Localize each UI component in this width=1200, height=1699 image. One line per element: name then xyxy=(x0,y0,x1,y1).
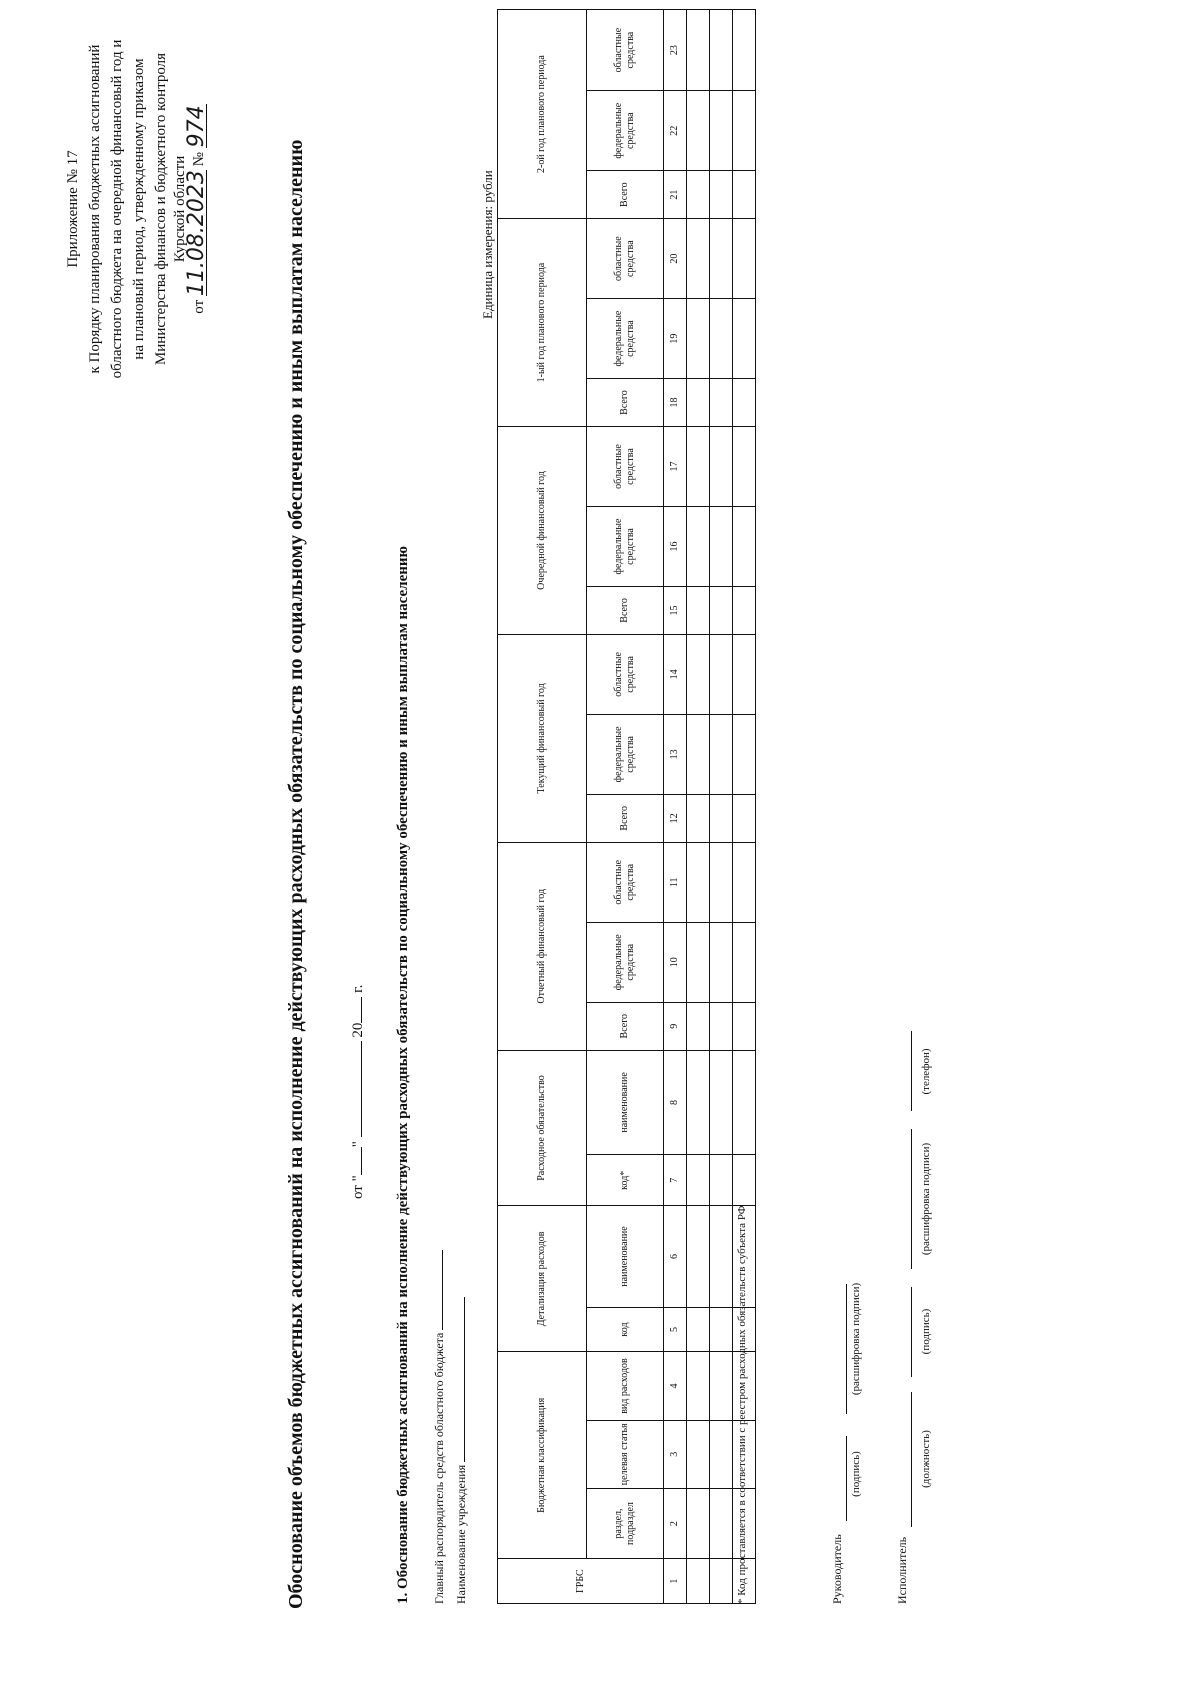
appendix-text-line: на плановый период, утвержденному приказом xyxy=(131,58,147,360)
subheader-federal: федеральные средства xyxy=(587,714,664,794)
phone-caption: (телефон) xyxy=(920,1048,932,1095)
column-number: 13 xyxy=(664,714,687,794)
empty-cell[interactable] xyxy=(733,794,756,842)
subheader-section: раздел, подраздел xyxy=(587,1488,664,1558)
empty-cell[interactable] xyxy=(687,1002,710,1050)
column-number: 9 xyxy=(664,1002,687,1050)
subheader-federal: федеральные средства xyxy=(587,922,664,1002)
appendix-text-line: Министерства финансов и бюджетного контроля xyxy=(153,52,169,366)
empty-cell[interactable] xyxy=(710,1352,733,1420)
head-signature-line[interactable] xyxy=(845,1436,847,1521)
appendix-number: Приложение № 17 xyxy=(65,150,81,268)
subheader-federal: федеральные средства xyxy=(587,299,664,379)
empty-cell[interactable] xyxy=(710,1559,733,1604)
column-number: 14 xyxy=(664,634,687,714)
table-row xyxy=(687,10,710,1604)
column-number: 15 xyxy=(664,586,687,634)
empty-cell[interactable] xyxy=(687,586,710,634)
empty-cell[interactable] xyxy=(710,299,733,379)
day-blank xyxy=(345,1147,362,1175)
empty-cell[interactable] xyxy=(687,1155,710,1206)
subheader-federal: федеральные средства xyxy=(587,507,664,587)
head-sign-caption: (подпись) xyxy=(850,1451,862,1497)
sign-caption: (подпись) xyxy=(920,1308,932,1355)
subheader-total: Всего xyxy=(587,1002,664,1050)
empty-cell[interactable] xyxy=(687,1206,710,1307)
empty-cell[interactable] xyxy=(733,634,756,714)
budget-allocation-table xyxy=(497,9,756,1604)
header-expense-obligation: Расходное обязательство xyxy=(498,1050,587,1206)
empty-cell[interactable] xyxy=(687,427,710,507)
empty-cell[interactable] xyxy=(710,586,733,634)
footnote: * Код проставляется в соответствии с реестром расходных обязательств субъекта РФ xyxy=(736,1205,748,1604)
header-expense-detail: Детализация расходов xyxy=(498,1206,587,1352)
column-number: 23 xyxy=(664,10,687,91)
empty-cell[interactable] xyxy=(733,171,756,219)
empty-cell[interactable] xyxy=(710,634,733,714)
column-number-row xyxy=(664,10,687,1604)
executor-position-line[interactable] xyxy=(910,1392,912,1527)
appendix-text-line: к Порядку планирования бюджетных ассигнований xyxy=(87,44,103,374)
empty-cell[interactable] xyxy=(733,427,756,507)
column-number: 16 xyxy=(664,507,687,587)
empty-cell[interactable] xyxy=(710,171,733,219)
column-number: 2 xyxy=(664,1488,687,1558)
appendix-text-line: Курской области xyxy=(172,155,188,263)
column-number: 21 xyxy=(664,171,687,219)
empty-cell[interactable] xyxy=(687,171,710,219)
executor-decode-line[interactable] xyxy=(910,1129,912,1269)
empty-cell[interactable] xyxy=(710,1155,733,1206)
subheader-total: Всего xyxy=(587,171,664,219)
institution-label: Наименование учреждения xyxy=(454,1464,468,1604)
column-number: 19 xyxy=(664,299,687,379)
empty-cell[interactable] xyxy=(687,714,710,794)
order-number-prefix: № xyxy=(191,152,207,167)
empty-cell[interactable] xyxy=(710,1420,733,1488)
column-number: 11 xyxy=(664,842,687,922)
empty-cell[interactable] xyxy=(733,219,756,299)
year-blank xyxy=(345,997,362,1023)
empty-cell[interactable] xyxy=(687,1420,710,1488)
column-number: 8 xyxy=(664,1050,687,1154)
subheader-detail-name: наименование xyxy=(587,1206,664,1307)
main-manager-label: Главный распорядитель средств областного бюджета xyxy=(432,1332,446,1604)
appendix-header xyxy=(62,29,210,389)
executor-phone-line[interactable] xyxy=(910,1031,912,1111)
document-date-line xyxy=(345,985,367,1199)
column-number: 10 xyxy=(664,922,687,1002)
empty-cell[interactable] xyxy=(710,1307,733,1352)
header-budget-classification: Бюджетная классификация xyxy=(498,1352,587,1559)
empty-cell[interactable] xyxy=(710,794,733,842)
subheader-regional: областные средства xyxy=(587,219,664,299)
column-number: 4 xyxy=(664,1352,687,1420)
empty-cell[interactable] xyxy=(687,1559,710,1604)
executor-label: Исполнитель xyxy=(895,1536,909,1604)
subheader-obligation-name: наименование xyxy=(587,1050,664,1154)
empty-cell[interactable] xyxy=(733,714,756,794)
empty-cell[interactable] xyxy=(733,922,756,1002)
empty-cell[interactable] xyxy=(687,1307,710,1352)
institution-field xyxy=(452,1297,469,1604)
year-prefix: 20 xyxy=(350,1022,366,1038)
empty-cell[interactable] xyxy=(687,379,710,427)
subheader-target: целевая статья xyxy=(587,1420,664,1488)
empty-cell[interactable] xyxy=(733,379,756,427)
empty-cell[interactable] xyxy=(733,10,756,91)
column-number: 1 xyxy=(664,1559,687,1604)
unit-of-measure: Единица измерения: рубли xyxy=(480,170,495,319)
subheader-total: Всего xyxy=(587,586,664,634)
empty-cell[interactable] xyxy=(710,714,733,794)
position-caption: (должность) xyxy=(920,1430,932,1488)
empty-cell[interactable] xyxy=(687,1050,710,1154)
empty-cell[interactable] xyxy=(687,91,710,171)
empty-cell[interactable] xyxy=(687,634,710,714)
main-manager-blank[interactable] xyxy=(430,1250,443,1330)
subheader-regional: областные средства xyxy=(587,10,664,91)
date-prefix: от " xyxy=(350,1175,366,1199)
month-blank xyxy=(345,1041,362,1137)
empty-cell[interactable] xyxy=(710,922,733,1002)
empty-cell[interactable] xyxy=(710,1002,733,1050)
empty-cell[interactable] xyxy=(733,586,756,634)
empty-cell[interactable] xyxy=(687,299,710,379)
column-number: 12 xyxy=(664,794,687,842)
table-row xyxy=(710,10,733,1604)
head-decode-caption: (расшифровка подписи) xyxy=(850,1282,862,1396)
empty-cell[interactable] xyxy=(687,507,710,587)
head-label: Руководитель xyxy=(830,1534,844,1604)
institution-blank[interactable] xyxy=(452,1297,465,1462)
empty-cell[interactable] xyxy=(733,1050,756,1154)
empty-cell[interactable] xyxy=(733,842,756,922)
appendix-order-line xyxy=(184,29,210,389)
column-number: 18 xyxy=(664,379,687,427)
header-next-year: Очередной финансовый год xyxy=(498,427,587,635)
empty-cell[interactable] xyxy=(710,10,733,91)
document-title: Обоснование объемов бюджетных ассигнований на исполнение действующих расходных обязательств по социальному обеспечению и иным выплатам населению xyxy=(285,139,307,1609)
empty-cell[interactable] xyxy=(710,842,733,922)
decode-caption: (расшифровка подписи) xyxy=(920,1142,932,1256)
empty-cell[interactable] xyxy=(710,427,733,507)
column-number: 17 xyxy=(664,427,687,507)
empty-cell[interactable] xyxy=(710,379,733,427)
header-plan-year-2: 2-ой год планового периода xyxy=(498,10,587,219)
section-title: 1. Обоснование бюджетных ассигнований на исполнение действующих расходных обязательств по социальному обеспечению и иным выплатам населению xyxy=(395,546,411,1604)
empty-cell[interactable] xyxy=(733,507,756,587)
column-number: 7 xyxy=(664,1155,687,1206)
order-date-prefix: от xyxy=(191,299,207,314)
empty-cell[interactable] xyxy=(687,922,710,1002)
subheader-detail-code: код xyxy=(587,1307,664,1352)
subheader-total: Всего xyxy=(587,379,664,427)
appendix-text-line: областного бюджета на очередной финансовый год и xyxy=(109,39,125,379)
subheader-regional: областные средства xyxy=(587,634,664,714)
empty-cell[interactable] xyxy=(687,10,710,91)
empty-cell[interactable] xyxy=(710,1050,733,1154)
main-manager-field xyxy=(430,1250,447,1604)
head-decode-line[interactable] xyxy=(845,1284,847,1414)
subheader-regional: областные средства xyxy=(587,842,664,922)
order-date-handwritten: 11.08.2023 xyxy=(184,170,209,297)
column-number: 3 xyxy=(664,1420,687,1488)
subheader-obligation-code: код* xyxy=(587,1155,664,1206)
empty-cell[interactable] xyxy=(733,91,756,171)
header-plan-year-1: 1-ый год планового периода xyxy=(498,219,587,427)
table-header-row xyxy=(498,10,587,1604)
empty-cell[interactable] xyxy=(687,219,710,299)
empty-cell[interactable] xyxy=(733,299,756,379)
empty-cell[interactable] xyxy=(733,1155,756,1206)
header-grbs: ГРБС xyxy=(498,1559,664,1604)
empty-cell[interactable] xyxy=(687,1352,710,1420)
subheader-regional: областные средства xyxy=(587,427,664,507)
empty-cell[interactable] xyxy=(687,1488,710,1558)
date-quote-close: " xyxy=(350,1141,366,1148)
year-suffix: г. xyxy=(350,984,366,993)
subheader-federal: федеральные средства xyxy=(587,91,664,171)
empty-cell[interactable] xyxy=(710,1206,733,1307)
header-reporting-year: Отчетный финансовый год xyxy=(498,842,587,1050)
empty-cell[interactable] xyxy=(710,91,733,171)
empty-cell[interactable] xyxy=(687,842,710,922)
empty-cell[interactable] xyxy=(733,1002,756,1050)
column-number: 22 xyxy=(664,91,687,171)
empty-cell[interactable] xyxy=(687,794,710,842)
header-current-year: Текущий финансовый год xyxy=(498,634,587,842)
subheader-total: Всего xyxy=(587,794,664,842)
empty-cell[interactable] xyxy=(710,1488,733,1558)
table-subheader-row xyxy=(587,10,664,1604)
column-number: 20 xyxy=(664,219,687,299)
executor-signature-line[interactable] xyxy=(910,1287,912,1377)
empty-cell[interactable] xyxy=(710,507,733,587)
column-number: 6 xyxy=(664,1206,687,1307)
order-number-handwritten: 974 xyxy=(184,105,209,148)
column-number: 5 xyxy=(664,1307,687,1352)
subheader-expense-type: вид расходов xyxy=(587,1352,664,1420)
empty-cell[interactable] xyxy=(710,219,733,299)
